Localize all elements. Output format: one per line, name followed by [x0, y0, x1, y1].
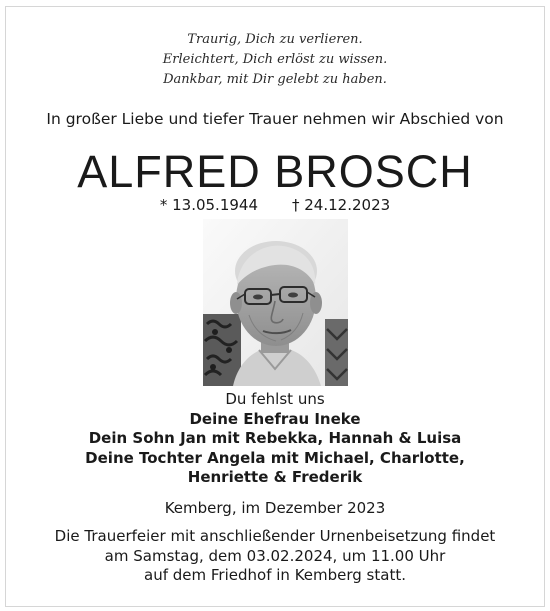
service-line: Die Trauerfeier mit anschließender Urnenbeisetzung findet — [54, 527, 496, 545]
signoff — [0, 390, 550, 488]
portrait-image — [203, 219, 348, 386]
service-line: auf dem Friedhof in Kemberg statt. — [144, 566, 406, 584]
place-date: Kemberg, im Dezember 2023 — [164, 499, 386, 517]
poem-line: Dankbar, mit Dir gelebt zu haben. — [163, 72, 387, 87]
poem-line: Traurig, Dich zu verlieren. — [187, 32, 363, 47]
signoff-intro: Du fehlst uns — [225, 390, 325, 408]
mourner-line: Deine Ehefrau Ineke — [189, 409, 361, 428]
birth-date: * 13.05.1944 — [159, 196, 258, 214]
deceased-name: ALFRED BROSCH — [77, 146, 473, 197]
poem — [0, 30, 550, 90]
death-date: † 24.12.2023 — [292, 196, 391, 214]
mourner-line: Dein Sohn Jan mit Rebekka, Hannah & Luisa — [88, 429, 462, 447]
mourner-line: Henriette & Frederik — [187, 468, 363, 486]
service-line: am Samstag, dem 03.02.2024, um 11.00 Uhr — [104, 546, 446, 565]
portrait-photo — [203, 219, 348, 386]
intro-text: In großer Liebe und tiefer Trauer nehmen wir Abschied von — [46, 110, 504, 128]
mourner-line: Deine Tochter Angela mit Michael, Charlotte, — [85, 448, 465, 467]
poem-line: Erleichtert, Dich erlöst zu wissen. — [162, 52, 388, 67]
life-dates — [0, 196, 550, 214]
service-info — [0, 527, 550, 586]
